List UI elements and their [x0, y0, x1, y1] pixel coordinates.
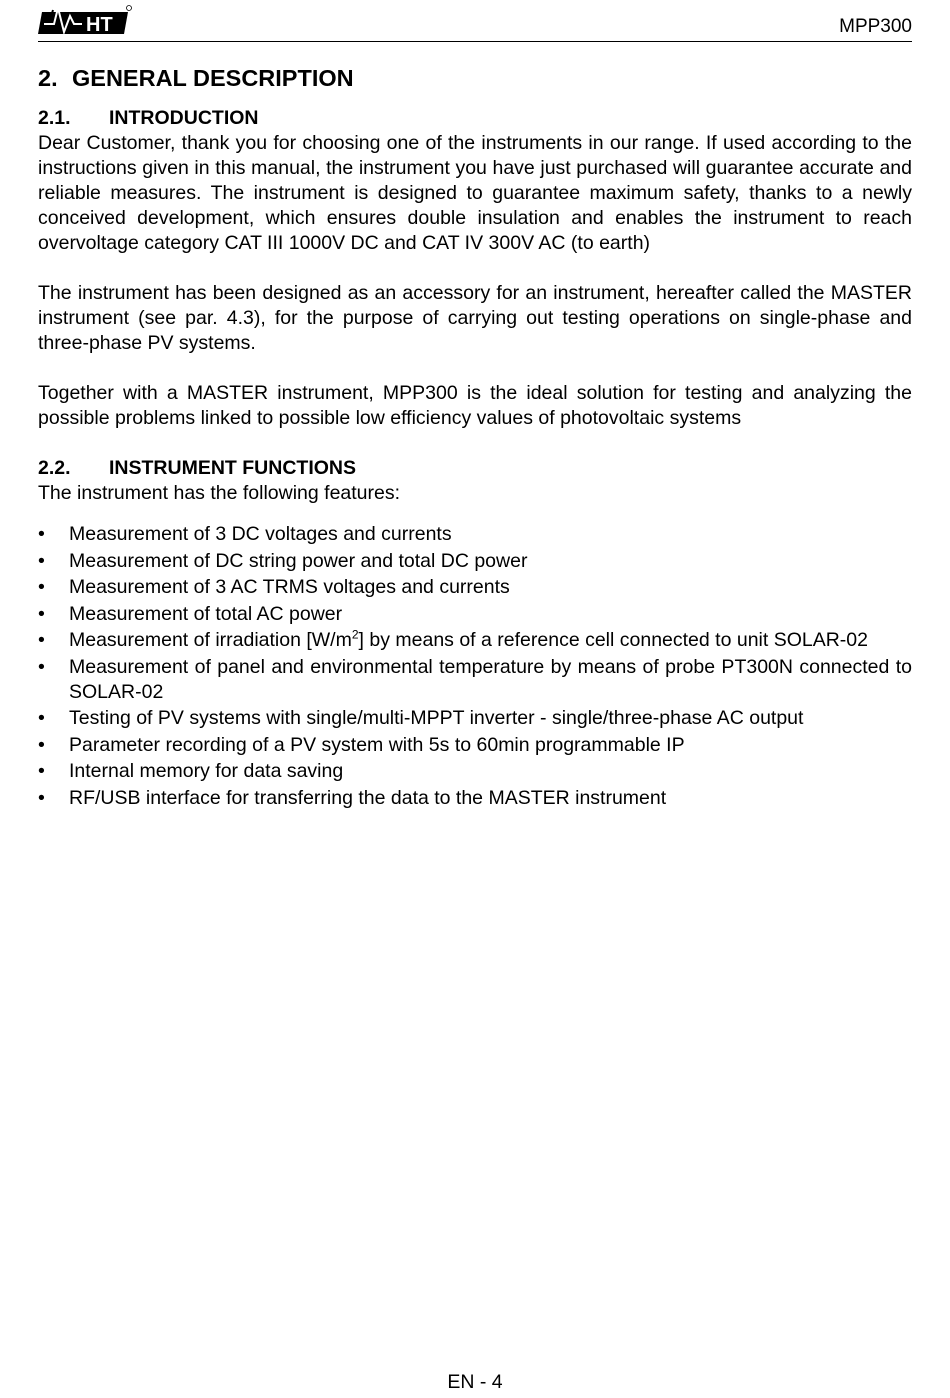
list-item [38, 759, 912, 784]
functions-title: INSTRUMENT FUNCTIONS [109, 457, 356, 479]
bullet-icon: • [38, 602, 45, 625]
document-id: MPP300 [839, 16, 912, 37]
section-heading [38, 62, 912, 94]
irradiation-superscript: 2 [351, 627, 359, 642]
list-item [38, 522, 912, 547]
list-item [38, 655, 912, 705]
list-item [38, 628, 912, 653]
irradiation-text-before: Measurement of irradiation [W/m [69, 629, 352, 651]
page-content [38, 62, 912, 812]
bullet-icon: • [38, 523, 45, 545]
intro-paragraph: Dear Customer, thank you for choosing one of the instruments in our range. If used according to the instructions given in this manual, the instrument you have just purchased will guarantee accurate and reliable measures. The instrument is designed to guarantee maximum safety, thanks to a newly conceived development, which ensures double insulation and enables the instrument to reach overvoltage category CAT III 1000V DC and CAT IV 300V AC (to earth) [38, 132, 912, 254]
bullet-icon: • [38, 549, 45, 572]
list-item-text: RF/USB interface for transferring the data to the MASTER instrument [69, 786, 667, 809]
bullet-icon: • [38, 576, 45, 598]
bullet-icon: • [38, 707, 45, 729]
logo-text: HT [86, 14, 113, 36]
list-item-text: Testing of PV systems with single/multi-MPPT inverter - single/three-phase AC output [69, 707, 804, 729]
bullet-icon: • [38, 655, 45, 678]
list-item [38, 733, 912, 758]
list-item-text: Internal memory for data saving [69, 760, 344, 782]
intro-title: INTRODUCTION [109, 107, 259, 129]
list-item-text: Measurement of total AC power [69, 602, 343, 625]
functions-lead: The instrument has the following features: [38, 482, 401, 504]
bullet-icon: • [38, 786, 45, 809]
ht-logo-icon [38, 2, 134, 36]
bullet-icon: • [38, 629, 45, 651]
intro-heading [38, 106, 912, 131]
list-item-text: Parameter recording of a PV system with 5s to 60min programmable IP [69, 733, 685, 756]
bullet-icon: • [38, 733, 45, 756]
intro-paragraph: The instrument has been designed as an accessory for an instrument, hereafter called the MASTER instrument (see par. 4.3), for the purpose of carrying out testing operations on single-phase and three-phase PV systems. [38, 282, 912, 354]
list-item [38, 602, 912, 627]
intro-number: 2.1. [38, 107, 71, 129]
list-item-text: Measurement of 3 AC TRMS voltages and currents [69, 576, 510, 598]
section-number: 2. [38, 65, 58, 91]
irradiation-text-after: ] by means of a reference cell connected to unit SOLAR-02 [358, 629, 868, 651]
section-title: GENERAL DESCRIPTION [72, 65, 354, 91]
list-item [38, 786, 912, 811]
list-item [38, 549, 912, 574]
bullet-icon: • [38, 760, 45, 782]
list-item-text: Measurement of panel and environmental temperature by means of probe PT300N connected to SOLAR-02 [69, 655, 912, 703]
page-number: EN - 4 [447, 1371, 503, 1393]
list-item [38, 706, 912, 731]
intro-paragraph: Together with a MASTER instrument, MPP300 is the ideal solution for testing and analyzing the possible problems linked to possible low efficiency values of photovoltaic systems [38, 382, 912, 429]
functions-number: 2.2. [38, 457, 71, 479]
list-item-text: Measurement of 3 DC voltages and currents [69, 523, 452, 545]
page-header [38, 0, 912, 42]
list-item [38, 575, 912, 600]
list-item-text: Measurement of DC string power and total DC power [69, 549, 528, 572]
list-item-text [69, 629, 868, 651]
features-list [38, 522, 912, 811]
functions-heading [38, 456, 912, 481]
